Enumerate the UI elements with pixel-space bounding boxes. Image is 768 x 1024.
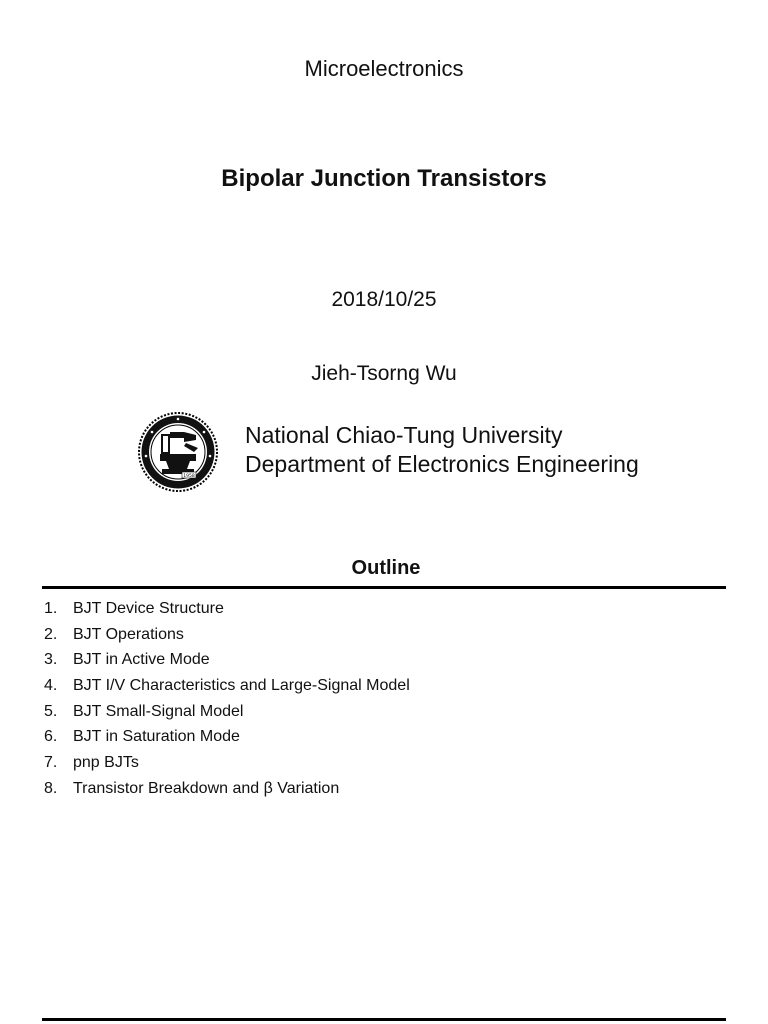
outline-item: 3. BJT in Active Mode (44, 651, 210, 669)
svg-text:1958: 1958 (183, 474, 195, 479)
course-name: Microelectronics (304, 56, 464, 81)
outline-item: 8. Transistor Breakdown and β Variation (44, 779, 340, 797)
outline-item: 7. pnp BJTs (44, 754, 139, 772)
outline-item: 1. BJT Device Structure (44, 600, 224, 617)
date: 2018/10/25 (331, 288, 437, 311)
affiliation (245, 421, 639, 479)
university-name: National Chiao-Tung University (245, 422, 563, 448)
outline-list (44, 598, 410, 804)
outline-item: 5. BJT Small-Signal Model (44, 702, 244, 720)
author-name: Jieh-Tsorng Wu (311, 362, 457, 385)
page-title: Bipolar Junction Transistors (221, 165, 547, 192)
outline-item: 6. BJT in Saturation Mode (44, 728, 240, 746)
university-seal-logo (138, 412, 218, 492)
page-bottom-divider (42, 1018, 726, 1021)
department-name: Department of Electronics Engineering (245, 451, 639, 477)
outline-item: 4. BJT I/V Characteristics and Large-Signal Model (44, 677, 410, 695)
outline-heading: Outline (351, 557, 421, 579)
outline-item: 2. BJT Operations (44, 625, 184, 643)
outline-top-divider (42, 586, 726, 589)
